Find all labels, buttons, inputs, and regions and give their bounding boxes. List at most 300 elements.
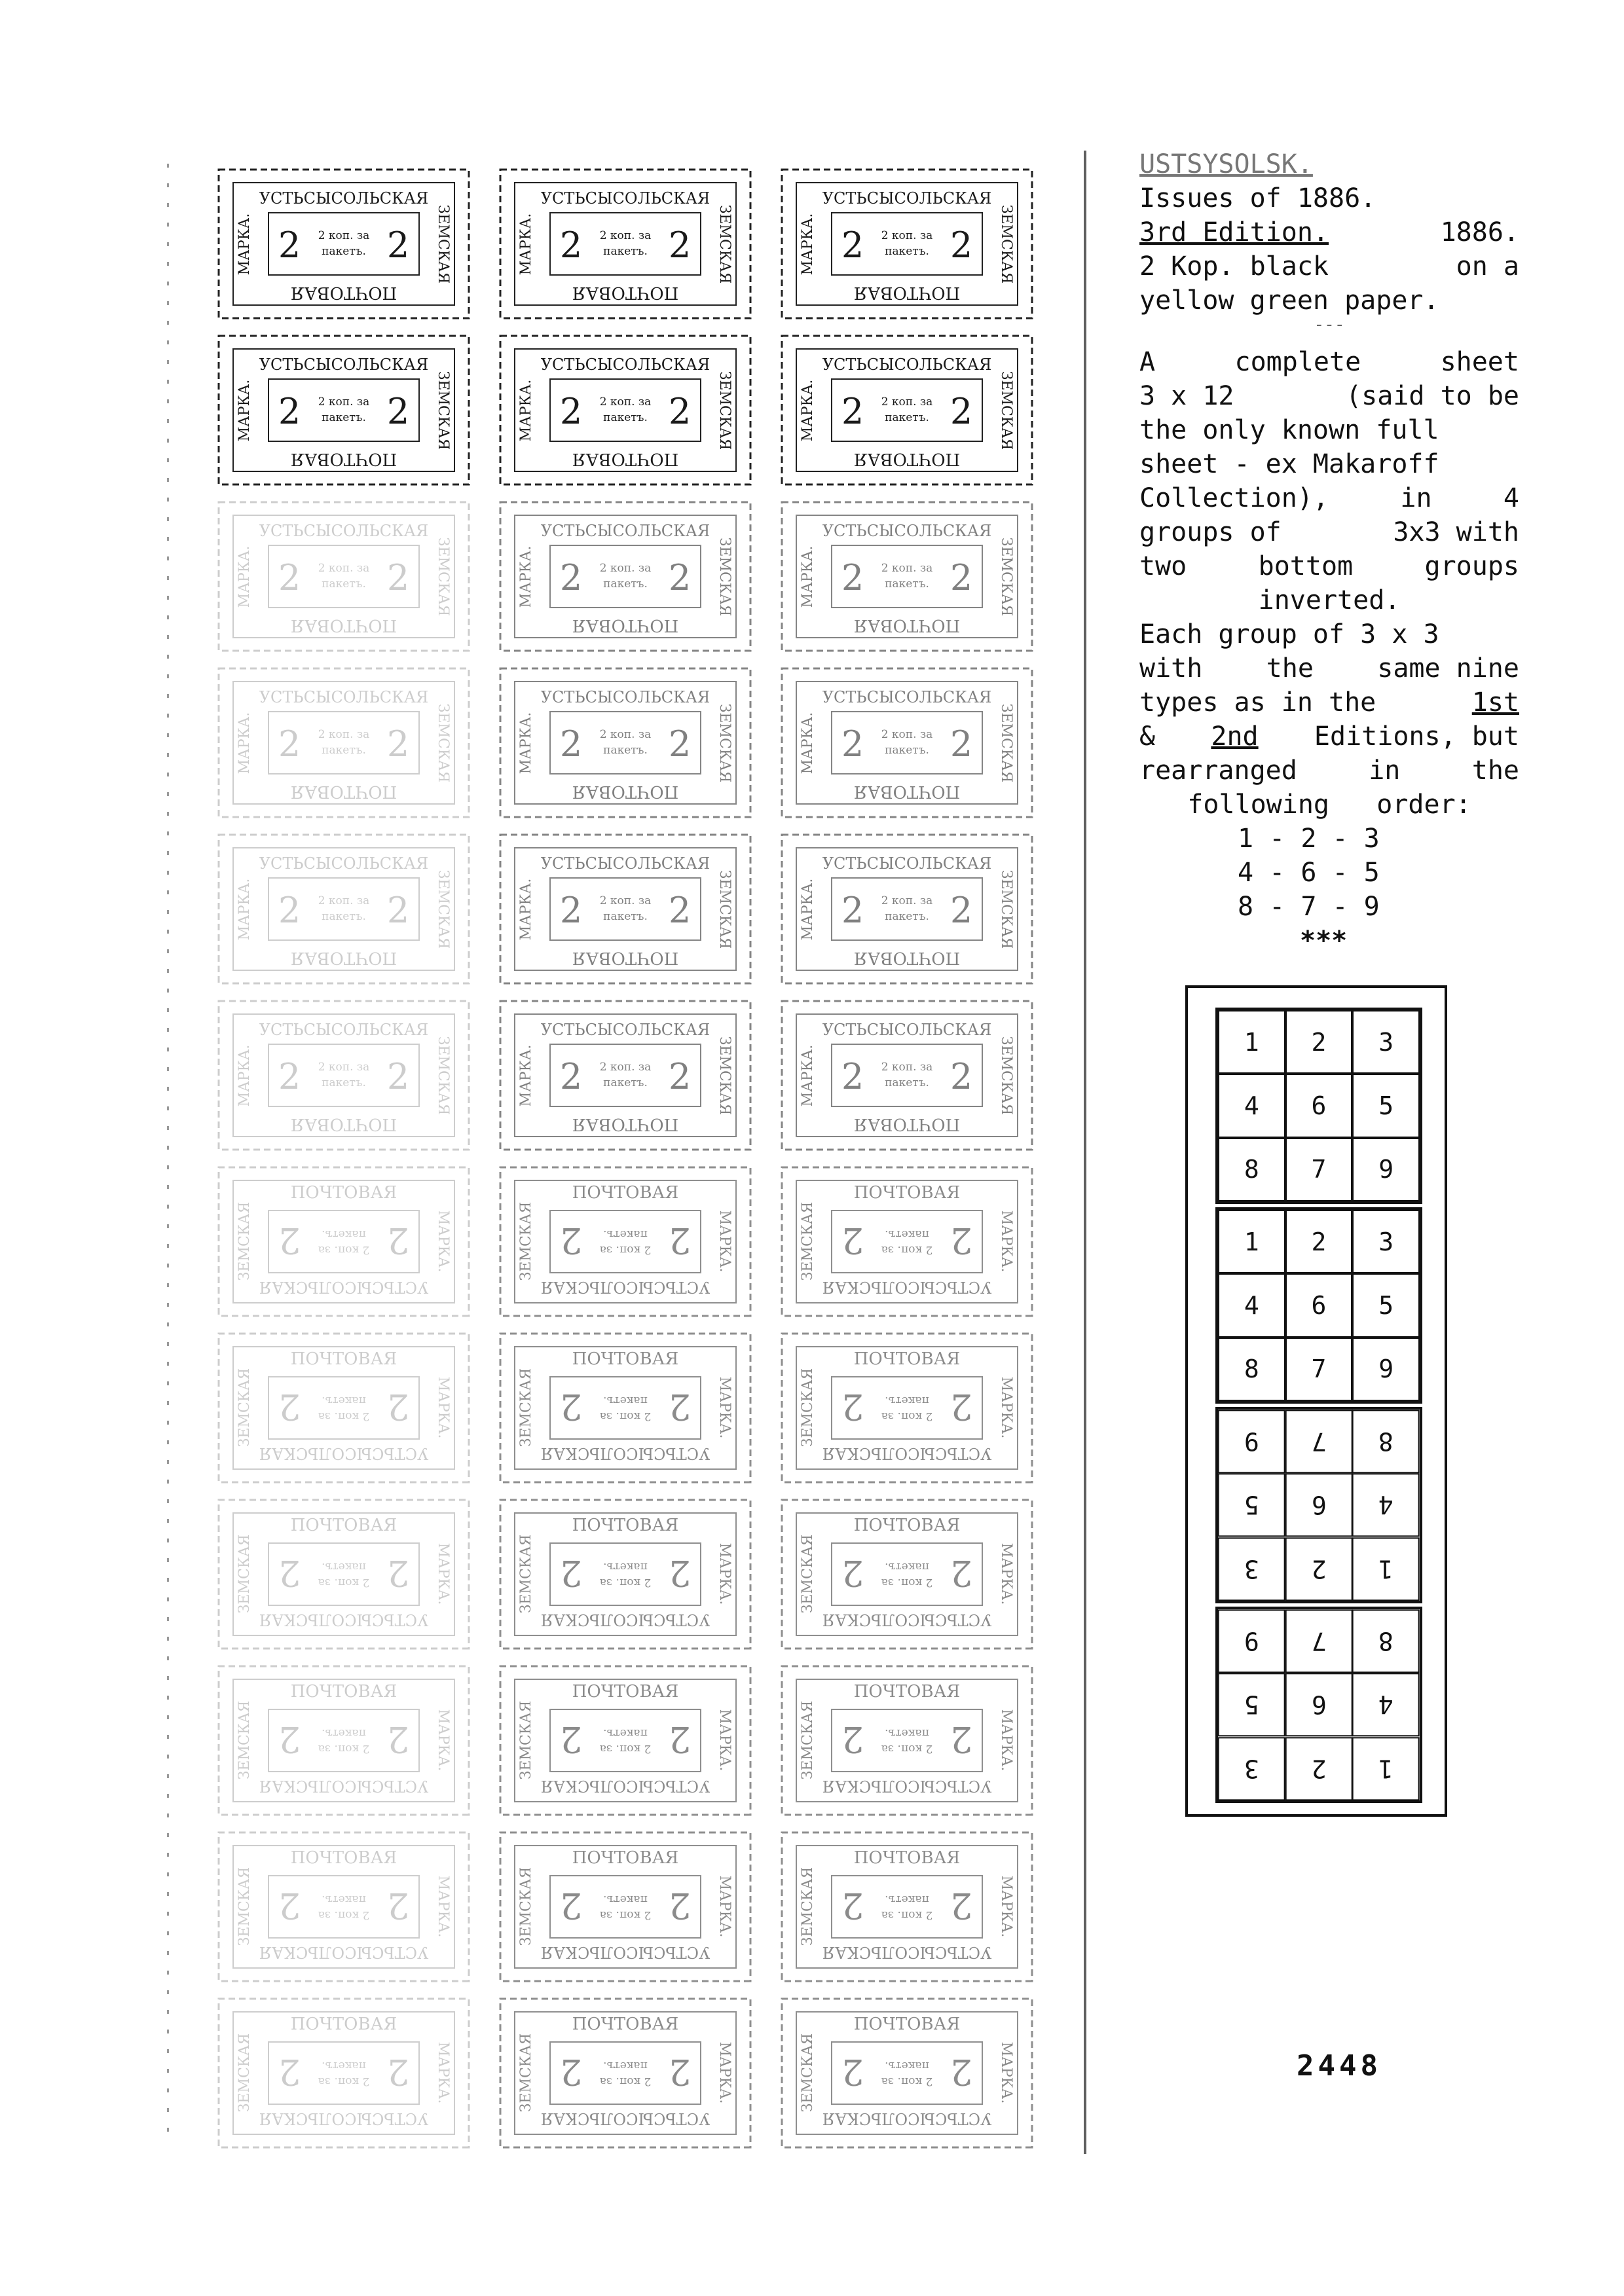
svg-text:2 коп. за: 2 коп. за <box>881 395 933 409</box>
svg-text:ПОЧТОВАЯ: ПОЧТОВАЯ <box>290 782 397 801</box>
svg-text:2: 2 <box>559 890 583 931</box>
stamp-5-2 <box>498 832 753 986</box>
svg-text:2: 2 <box>559 557 583 598</box>
word: (said to be <box>1346 381 1519 411</box>
svg-text:2: 2 <box>950 1719 973 1760</box>
svg-text:2 коп. за: 2 коп. за <box>599 1742 652 1755</box>
svg-text:2: 2 <box>841 1552 864 1594</box>
svg-text:ПОЧТОВАЯ: ПОЧТОВАЯ <box>853 1349 961 1369</box>
svg-text:ПОЧТОВАЯ: ПОЧТОВАЯ <box>572 948 679 968</box>
stamp-design <box>216 167 471 321</box>
diagram-cell: 7 <box>1285 1410 1353 1473</box>
diagram-cell: 3 <box>1218 1737 1285 1800</box>
stamp-design <box>216 333 471 487</box>
svg-text:2: 2 <box>841 1220 864 1261</box>
stamp-1-3 <box>779 167 1035 321</box>
svg-text:УСТЬСЫСОЛЬСКАЯ: УСТЬСЫСОЛЬСКАЯ <box>259 688 429 706</box>
svg-text:ЗЕМСКАЯ: ЗЕМСКАЯ <box>236 1201 253 1281</box>
svg-text:УСТЬСЫСОЛЬСКАЯ: УСТЬСЫСОЛЬСКАЯ <box>259 1278 429 1296</box>
svg-text:2 коп. за: 2 коп. за <box>599 2075 652 2088</box>
svg-text:ПОЧТОВАЯ: ПОЧТОВАЯ <box>572 782 679 801</box>
svg-text:2: 2 <box>278 723 301 765</box>
svg-text:МАРКА.: МАРКА. <box>236 712 253 774</box>
word: the only known full <box>1139 415 1439 445</box>
svg-text:2: 2 <box>278 557 301 598</box>
issues-line: Issues of 1886. <box>1139 183 1376 213</box>
svg-text:МАРКА.: МАРКА. <box>998 1376 1014 1439</box>
svg-text:2 коп. за: 2 коп. за <box>881 1243 933 1256</box>
stamp-9-2 <box>498 1497 753 1651</box>
svg-text:2: 2 <box>950 1552 973 1594</box>
svg-text:пакетъ.: пакетъ. <box>885 1560 929 1573</box>
svg-text:ПОЧТОВАЯ: ПОЧТОВАЯ <box>853 1114 961 1134</box>
svg-text:ПОЧТОВАЯ: ПОЧТОВАЯ <box>853 2014 961 2034</box>
svg-text:ПОЧТОВАЯ: ПОЧТОВАЯ <box>572 1183 679 1203</box>
svg-text:ПОЧТОВАЯ: ПОЧТОВАЯ <box>853 1848 961 1868</box>
diagram-cell: 6 <box>1285 1273 1353 1337</box>
svg-text:МАРКА.: МАРКА. <box>435 1542 451 1605</box>
svg-text:ЗЕМСКАЯ: ЗЕМСКАЯ <box>800 1368 816 1448</box>
stamp-7-1 <box>216 1165 471 1319</box>
svg-text:ЗЕМСКАЯ: ЗЕМСКАЯ <box>236 1368 253 1448</box>
perforation-dots <box>167 164 169 2141</box>
svg-text:2 коп. за: 2 коп. за <box>881 1908 933 1922</box>
diagram-cell: 8 <box>1352 1609 1420 1673</box>
svg-text:пакетъ.: пакетъ. <box>322 1560 366 1573</box>
svg-text:УСТЬСЫСОЛЬСКАЯ: УСТЬСЫСОЛЬСКАЯ <box>540 688 710 706</box>
svg-text:ПОЧТОВАЯ: ПОЧТОВАЯ <box>572 283 679 302</box>
svg-text:2 коп. за: 2 коп. за <box>599 395 652 409</box>
svg-text:2: 2 <box>668 1552 692 1594</box>
svg-text:пакетъ.: пакетъ. <box>322 1394 366 1407</box>
stamp-2-1 <box>216 333 471 487</box>
svg-text:2: 2 <box>841 1056 864 1097</box>
stamp-3-3 <box>779 500 1035 653</box>
svg-text:ЗЕМСКАЯ: ЗЕМСКАЯ <box>800 2033 816 2113</box>
svg-text:УСТЬСЫСОЛЬСКАЯ: УСТЬСЫСОЛЬСКАЯ <box>540 2109 710 2128</box>
svg-text:УСТЬСЫСОЛЬСКАЯ: УСТЬСЫСОЛЬСКАЯ <box>259 1943 429 1961</box>
diagram-cell: 9 <box>1352 1138 1420 1201</box>
stamp-12-1 <box>216 1996 471 2150</box>
stars-separator: *** <box>1300 926 1348 956</box>
svg-text:2 коп. за: 2 коп. за <box>318 1742 370 1755</box>
svg-text:2: 2 <box>278 1719 301 1760</box>
diagram-cell: 3 <box>1352 1210 1420 1273</box>
svg-text:УСТЬСЫСОЛЬСКАЯ: УСТЬСЫСОЛЬСКАЯ <box>822 1444 992 1463</box>
stamp-3-1 <box>216 500 471 653</box>
diagram-cell: 1 <box>1352 1537 1420 1601</box>
svg-text:2: 2 <box>841 225 864 266</box>
svg-text:МАРКА.: МАРКА. <box>998 1542 1014 1605</box>
stamp-7-3 <box>779 1165 1035 1319</box>
svg-text:ЗЕМСКАЯ: ЗЕМСКАЯ <box>435 869 451 949</box>
svg-text:2: 2 <box>841 557 864 598</box>
value-text: 2 Kop. black <box>1139 251 1329 282</box>
stamp-design <box>779 1996 1035 2150</box>
diagram-cell: 9 <box>1218 1609 1285 1673</box>
svg-text:МАРКА.: МАРКА. <box>518 379 534 442</box>
svg-text:2: 2 <box>386 225 410 266</box>
svg-text:пакетъ.: пакетъ. <box>322 1726 366 1740</box>
sheet-edge-line <box>1084 151 1086 2154</box>
svg-text:МАРКА.: МАРКА. <box>800 545 816 608</box>
stamp-12-3 <box>779 1996 1035 2150</box>
word: groups <box>1424 551 1519 581</box>
svg-text:МАРКА.: МАРКА. <box>435 1210 451 1273</box>
svg-text:ПОЧТОВАЯ: ПОЧТОВАЯ <box>290 1183 397 1203</box>
svg-text:МАРКА.: МАРКА. <box>716 1542 733 1605</box>
svg-text:2: 2 <box>668 557 692 598</box>
stamp-design <box>498 998 753 1152</box>
svg-text:МАРКА.: МАРКА. <box>800 213 816 276</box>
svg-text:ПОЧТОВАЯ: ПОЧТОВАЯ <box>290 615 397 635</box>
stamp-design <box>779 1664 1035 1817</box>
diagram-cell: 9 <box>1352 1338 1420 1401</box>
word: 4 <box>1503 483 1519 513</box>
stamp-design <box>779 666 1035 820</box>
svg-text:ЗЕМСКАЯ: ЗЕМСКАЯ <box>998 1036 1014 1116</box>
svg-text:МАРКА.: МАРКА. <box>800 1044 816 1107</box>
stamp-6-2 <box>498 998 753 1152</box>
value-text-2: on a <box>1456 251 1519 282</box>
stamp-design <box>216 1830 471 1984</box>
svg-text:пакетъ.: пакетъ. <box>885 411 929 424</box>
svg-text:пакетъ.: пакетъ. <box>322 1076 366 1089</box>
svg-text:ПОЧТОВАЯ: ПОЧТОВАЯ <box>853 615 961 635</box>
stamp-design <box>498 500 753 653</box>
svg-text:2: 2 <box>950 1885 973 1926</box>
svg-text:2 коп. за: 2 коп. за <box>318 395 370 409</box>
stamp-design <box>498 1664 753 1817</box>
svg-text:УСТЬСЫСОЛЬСКАЯ: УСТЬСЫСОЛЬСКАЯ <box>540 1444 710 1463</box>
svg-text:УСТЬСЫСОЛЬСКАЯ: УСТЬСЫСОЛЬСКАЯ <box>540 189 710 208</box>
edition-year: 1886. <box>1440 217 1519 247</box>
svg-text:2 коп. за: 2 коп. за <box>881 1061 933 1074</box>
svg-text:ЗЕМСКАЯ: ЗЕМСКАЯ <box>716 371 733 450</box>
diagram-cell: 6 <box>1285 1473 1353 1537</box>
diagram-cell: 1 <box>1218 1010 1285 1074</box>
stamp-6-1 <box>216 998 471 1152</box>
svg-text:2: 2 <box>841 723 864 765</box>
stamp-5-3 <box>779 832 1035 986</box>
svg-text:пакетъ.: пакетъ. <box>603 577 648 591</box>
diagram-cell: 7 <box>1285 1138 1353 1201</box>
stamp-design <box>216 1497 471 1651</box>
word: sheet - ex Makaroff <box>1139 449 1439 479</box>
svg-text:УСТЬСЫСОЛЬСКАЯ: УСТЬСЫСОЛЬСКАЯ <box>259 1444 429 1463</box>
word: A <box>1139 347 1156 377</box>
svg-text:2: 2 <box>668 890 692 931</box>
stamp-design <box>216 1664 471 1817</box>
svg-text:УСТЬСЫСОЛЬСКАЯ: УСТЬСЫСОЛЬСКАЯ <box>259 355 429 374</box>
stamp-design <box>216 1165 471 1319</box>
sheet-description <box>1139 345 1519 583</box>
svg-text:УСТЬСЫСОЛЬСКАЯ: УСТЬСЫСОЛЬСКАЯ <box>822 1943 992 1961</box>
stamp-design <box>779 1165 1035 1319</box>
diagram-cell: 9 <box>1218 1410 1285 1473</box>
stamp-design <box>498 1165 753 1319</box>
svg-text:2 коп. за: 2 коп. за <box>599 1061 652 1074</box>
word: with <box>1139 653 1203 683</box>
svg-text:пакетъ.: пакетъ. <box>885 245 929 258</box>
svg-text:УСТЬСЫСОЛЬСКАЯ: УСТЬСЫСОЛЬСКАЯ <box>540 1777 710 1795</box>
word: 3x3 with <box>1393 517 1519 547</box>
svg-text:пакетъ.: пакетъ. <box>603 1394 648 1407</box>
svg-text:2: 2 <box>386 557 410 598</box>
stamp-11-1 <box>216 1830 471 1984</box>
svg-text:2: 2 <box>386 2051 410 2092</box>
diagram-cell: 4 <box>1218 1273 1285 1337</box>
svg-text:ЗЕМСКАЯ: ЗЕМСКАЯ <box>518 1700 534 1780</box>
svg-text:2: 2 <box>559 2051 583 2092</box>
paper-line: yellow green paper. <box>1139 285 1439 316</box>
svg-text:МАРКА.: МАРКА. <box>716 1875 733 1938</box>
svg-text:ЗЕМСКАЯ: ЗЕМСКАЯ <box>518 1368 534 1448</box>
svg-text:ПОЧТОВАЯ: ПОЧТОВАЯ <box>572 1349 679 1369</box>
svg-text:МАРКА.: МАРКА. <box>236 1044 253 1107</box>
svg-text:УСТЬСЫСОЛЬСКАЯ: УСТЬСЫСОЛЬСКАЯ <box>259 1611 429 1629</box>
svg-text:2: 2 <box>950 1056 973 1097</box>
diagram-cell: 3 <box>1218 1537 1285 1601</box>
diagram-cell: 6 <box>1285 1673 1353 1736</box>
svg-text:2 коп. за: 2 коп. за <box>881 1410 933 1423</box>
stamp-9-3 <box>779 1497 1035 1651</box>
svg-text:2: 2 <box>668 1885 692 1926</box>
svg-text:ЗЕМСКАЯ: ЗЕМСКАЯ <box>435 1036 451 1116</box>
svg-text:ПОЧТОВАЯ: ПОЧТОВАЯ <box>290 1114 397 1134</box>
svg-text:пакетъ.: пакетъ. <box>322 910 366 923</box>
word: 3 x 12 <box>1139 381 1234 411</box>
svg-text:пакетъ.: пакетъ. <box>885 1394 929 1407</box>
svg-text:2: 2 <box>559 1386 583 1427</box>
svg-text:2: 2 <box>386 1552 410 1594</box>
diagram-cell: 6 <box>1285 1074 1353 1137</box>
svg-text:2 коп. за: 2 коп. за <box>599 1410 652 1423</box>
svg-text:МАРКА.: МАРКА. <box>716 1376 733 1439</box>
stamp-design <box>779 1331 1035 1485</box>
svg-text:пакетъ.: пакетъ. <box>322 1893 366 1906</box>
stamp-design <box>498 666 753 820</box>
diagram-cell: 2 <box>1285 1010 1353 1074</box>
svg-text:УСТЬСЫСОЛЬСКАЯ: УСТЬСЫСОЛЬСКАЯ <box>822 1777 992 1795</box>
svg-text:2: 2 <box>559 1885 583 1926</box>
para2-line <box>1139 685 1519 720</box>
svg-text:2: 2 <box>278 890 301 931</box>
svg-text:пакетъ.: пакетъ. <box>603 1076 648 1089</box>
stamp-design <box>216 1331 471 1485</box>
svg-text:ПОЧТОВАЯ: ПОЧТОВАЯ <box>290 1682 397 1702</box>
stamp-design <box>779 167 1035 321</box>
svg-text:УСТЬСЫСОЛЬСКАЯ: УСТЬСЫСОЛЬСКАЯ <box>822 1611 992 1629</box>
svg-text:пакетъ.: пакетъ. <box>603 910 648 923</box>
svg-text:МАРКА.: МАРКА. <box>716 1210 733 1273</box>
svg-text:ЗЕМСКАЯ: ЗЕМСКАЯ <box>998 869 1014 949</box>
svg-text:2: 2 <box>278 1220 301 1261</box>
svg-text:ЗЕМСКАЯ: ЗЕМСКАЯ <box>716 537 733 617</box>
diagram-cell: 4 <box>1218 1074 1285 1137</box>
svg-text:2: 2 <box>668 2051 692 2092</box>
stamp-2-3 <box>779 333 1035 487</box>
svg-text:ПОЧТОВАЯ: ПОЧТОВАЯ <box>290 2014 397 2034</box>
stamp-design <box>498 1996 753 2150</box>
svg-text:пакетъ.: пакетъ. <box>322 411 366 424</box>
svg-text:ПОЧТОВАЯ: ПОЧТОВАЯ <box>572 615 679 635</box>
svg-text:2: 2 <box>950 890 973 931</box>
stamp-design <box>216 1996 471 2150</box>
stamp-3-2 <box>498 500 753 653</box>
svg-text:МАРКА.: МАРКА. <box>236 878 253 941</box>
svg-text:УСТЬСЫСОЛЬСКАЯ: УСТЬСЫСОЛЬСКАЯ <box>822 1021 992 1039</box>
svg-text:2: 2 <box>386 723 410 765</box>
svg-text:2 коп. за: 2 коп. за <box>318 1243 370 1256</box>
svg-text:пакетъ.: пакетъ. <box>322 1228 366 1241</box>
svg-text:УСТЬСЫСОЛЬСКАЯ: УСТЬСЫСОЛЬСКАЯ <box>259 1021 429 1039</box>
stamp-sheet <box>196 167 1061 2151</box>
svg-text:2 коп. за: 2 коп. за <box>318 1908 370 1922</box>
para1-line <box>1139 447 1519 481</box>
diagram-cell: 4 <box>1352 1673 1420 1736</box>
following-line: following order: <box>1187 790 1471 820</box>
svg-text:ЗЕМСКАЯ: ЗЕМСКАЯ <box>435 371 451 450</box>
svg-text:2: 2 <box>386 890 410 931</box>
stamp-7-2 <box>498 1165 753 1319</box>
para1-line <box>1139 481 1519 515</box>
svg-text:МАРКА.: МАРКА. <box>518 878 534 941</box>
svg-text:ПОЧТОВАЯ: ПОЧТОВАЯ <box>290 449 397 469</box>
svg-text:ЗЕМСКАЯ: ЗЕМСКАЯ <box>435 537 451 617</box>
svg-text:2: 2 <box>386 1386 410 1427</box>
word: complete <box>1234 347 1361 377</box>
svg-text:МАРКА.: МАРКА. <box>716 1709 733 1772</box>
svg-text:ПОЧТОВАЯ: ПОЧТОВАЯ <box>853 449 961 469</box>
svg-text:пакетъ.: пакетъ. <box>322 245 366 258</box>
stamp-8-2 <box>498 1331 753 1485</box>
svg-text:2 коп. за: 2 коп. за <box>881 728 933 741</box>
svg-text:2 коп. за: 2 коп. за <box>318 1410 370 1423</box>
svg-text:УСТЬСЫСОЛЬСКАЯ: УСТЬСЫСОЛЬСКАЯ <box>822 2109 992 2128</box>
diagram-cell: 2 <box>1285 1537 1353 1601</box>
svg-text:МАРКА.: МАРКА. <box>998 1875 1014 1938</box>
word: Editions, but <box>1314 721 1519 752</box>
sheet-layout-diagram <box>1185 985 1447 1817</box>
svg-text:пакетъ.: пакетъ. <box>603 411 648 424</box>
para1-line <box>1139 379 1519 413</box>
svg-text:2: 2 <box>841 1719 864 1760</box>
svg-text:УСТЬСЫСОЛЬСКАЯ: УСТЬСЫСОЛЬСКАЯ <box>822 688 992 706</box>
svg-text:УСТЬСЫСОЛЬСКАЯ: УСТЬСЫСОЛЬСКАЯ <box>259 189 429 208</box>
stamp-9-1 <box>216 1497 471 1651</box>
diagram-cell: 8 <box>1218 1338 1285 1401</box>
word: 2nd <box>1211 721 1259 752</box>
word: in <box>1400 483 1432 513</box>
word: Collection), <box>1139 483 1329 513</box>
diagram-cell: 2 <box>1285 1210 1353 1273</box>
svg-text:УСТЬСЫСОЛЬСКАЯ: УСТЬСЫСОЛЬСКАЯ <box>540 1611 710 1629</box>
stamp-design <box>216 832 471 986</box>
svg-text:2: 2 <box>668 1719 692 1760</box>
diagram-cell: 5 <box>1218 1473 1285 1537</box>
diagram-cell: 1 <box>1352 1737 1420 1800</box>
svg-text:пакетъ.: пакетъ. <box>885 744 929 757</box>
svg-text:ПОЧТОВАЯ: ПОЧТОВАЯ <box>853 948 961 968</box>
svg-text:МАРКА.: МАРКА. <box>998 2041 1014 2104</box>
svg-text:пакетъ.: пакетъ. <box>322 2059 366 2072</box>
stamp-design <box>498 1331 753 1485</box>
svg-text:ПОЧТОВАЯ: ПОЧТОВАЯ <box>290 948 397 968</box>
svg-text:2 коп. за: 2 коп. за <box>599 562 652 575</box>
svg-text:МАРКА.: МАРКА. <box>435 1875 451 1938</box>
para1-line <box>1139 345 1519 379</box>
word: sheet <box>1440 347 1519 377</box>
svg-text:2: 2 <box>841 1386 864 1427</box>
diagram-cell: 8 <box>1218 1138 1285 1201</box>
svg-text:пакетъ.: пакетъ. <box>885 2059 929 2072</box>
svg-text:УСТЬСЫСОЛЬСКАЯ: УСТЬСЫСОЛЬСКАЯ <box>822 854 992 873</box>
svg-text:ЗЕМСКАЯ: ЗЕМСКАЯ <box>998 204 1014 284</box>
svg-text:2 коп. за: 2 коп. за <box>318 1061 370 1074</box>
diagram-cell: 5 <box>1352 1074 1420 1137</box>
svg-text:ЗЕМСКАЯ: ЗЕМСКАЯ <box>800 1867 816 1946</box>
svg-text:МАРКА.: МАРКА. <box>716 2041 733 2104</box>
inverted-line: inverted. <box>1258 585 1401 615</box>
svg-text:2 коп. за: 2 коп. за <box>318 229 370 242</box>
svg-text:УСТЬСЫСОЛЬСКАЯ: УСТЬСЫСОЛЬСКАЯ <box>540 355 710 374</box>
stamp-design <box>498 1830 753 1984</box>
svg-text:2 коп. за: 2 коп. за <box>318 562 370 575</box>
svg-text:ЗЕМСКАЯ: ЗЕМСКАЯ <box>800 1700 816 1780</box>
svg-text:2 коп. за: 2 коп. за <box>599 1908 652 1922</box>
svg-text:МАРКА.: МАРКА. <box>800 712 816 774</box>
stamp-11-3 <box>779 1830 1035 1984</box>
svg-text:ЗЕМСКАЯ: ЗЕМСКАЯ <box>518 1201 534 1281</box>
para1-line <box>1139 549 1519 583</box>
svg-text:пакетъ.: пакетъ. <box>603 744 648 757</box>
stamp-1-2 <box>498 167 753 321</box>
order-row-2: 4 - 6 - 5 <box>1238 858 1380 888</box>
header-location: USTSYSOLSK. <box>1139 149 1313 179</box>
stamp-2-2 <box>498 333 753 487</box>
svg-text:пакетъ.: пакетъ. <box>885 1726 929 1740</box>
svg-text:2: 2 <box>278 225 301 266</box>
svg-text:пакетъ.: пакетъ. <box>885 1076 929 1089</box>
svg-text:МАРКА.: МАРКА. <box>518 545 534 608</box>
svg-text:2: 2 <box>841 890 864 931</box>
svg-text:пакетъ.: пакетъ. <box>603 1726 648 1740</box>
description <box>1139 147 1519 958</box>
word: same nine <box>1377 653 1519 683</box>
svg-text:2: 2 <box>950 225 973 266</box>
stamp-design <box>779 1830 1035 1984</box>
svg-text:ПОЧТОВАЯ: ПОЧТОВАЯ <box>290 1516 397 1535</box>
stamp-design <box>498 1497 753 1651</box>
stamp-10-2 <box>498 1664 753 1817</box>
svg-text:2 коп. за: 2 коп. за <box>881 229 933 242</box>
stamp-design <box>498 832 753 986</box>
svg-text:2: 2 <box>950 1220 973 1261</box>
stamp-4-3 <box>779 666 1035 820</box>
svg-text:2: 2 <box>278 391 301 432</box>
diagram-group-1 <box>1215 1008 1422 1204</box>
svg-text:МАРКА.: МАРКА. <box>236 213 253 276</box>
diagram-cell: 5 <box>1218 1673 1285 1736</box>
svg-text:пакетъ.: пакетъ. <box>603 2059 648 2072</box>
svg-text:2: 2 <box>559 723 583 765</box>
svg-text:МАРКА.: МАРКА. <box>800 379 816 442</box>
diagram-cell: 5 <box>1352 1273 1420 1337</box>
svg-text:2: 2 <box>668 225 692 266</box>
svg-text:2: 2 <box>668 723 692 765</box>
svg-text:ЗЕМСКАЯ: ЗЕМСКАЯ <box>998 537 1014 617</box>
